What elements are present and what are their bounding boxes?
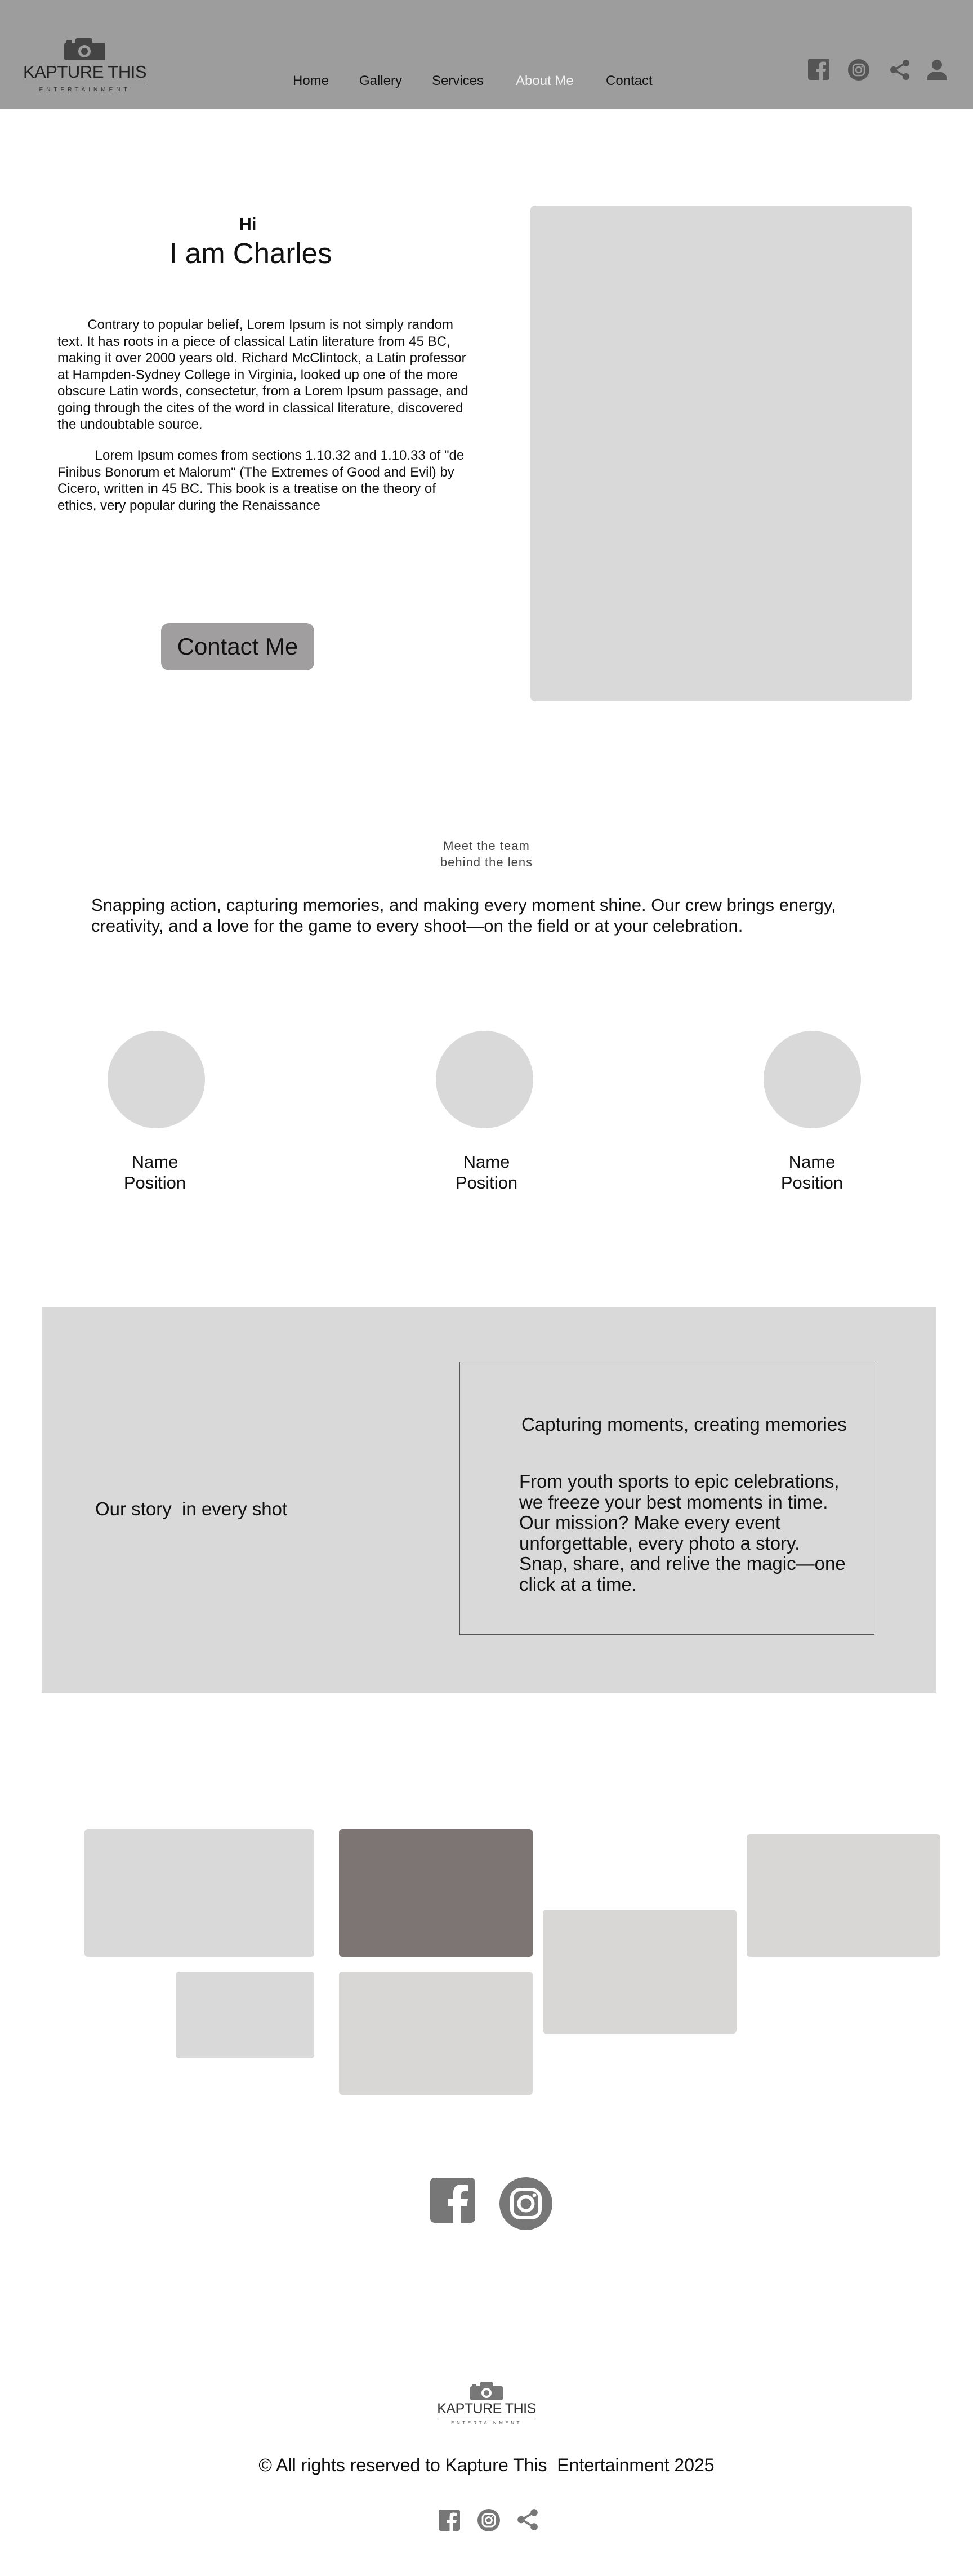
hero-name: I am Charles [169, 237, 332, 269]
team-eyebrow [394, 838, 579, 870]
instagram-icon[interactable] [847, 59, 870, 81]
gallery-tile[interactable] [543, 1910, 737, 2034]
gallery-tile[interactable] [339, 1829, 533, 1957]
logo-brand: KAPTURE THIS [23, 62, 147, 82]
gallery-tile[interactable] [339, 1972, 533, 2095]
member-name: Name [463, 1152, 510, 1172]
share-icon[interactable] [889, 59, 911, 81]
gallery-tile[interactable] [176, 1972, 314, 2058]
contact-me-button[interactable]: Contact Me [161, 623, 314, 670]
instagram-icon[interactable] [477, 2508, 501, 2532]
hero-paragraph-1: Contrary to popular belief, Lorem Ipsum is not simply random text. It has roots in a piece of classical Latin literature from 45 BC, making it over 2000 years old. Richard McClintock, a Latin professor at Hampden-Sydney College in Virginia, looked up one of the more obscure Latin words, consectetur, from a Lorem Ipsum passage, and going through the cites of the word in classical literature, discovered the undoubtable source. [57, 317, 472, 432]
hero-image-placeholder [530, 206, 912, 701]
team-description: Snapping action, capturing memories, and making every moment shine. Our crew brings energy, creativity, and a love for the game to every shoot—on the field or at your celebration. [91, 895, 836, 936]
instagram-icon[interactable] [499, 2177, 553, 2231]
user-icon[interactable] [926, 59, 948, 81]
nav-home[interactable]: Home [293, 73, 329, 88]
camera-icon [63, 37, 106, 61]
footer-logo-subtitle: ENTERTAINMENT [451, 2421, 522, 2426]
team-member-2 [419, 1151, 554, 1193]
nav-gallery[interactable]: Gallery [359, 73, 403, 88]
team-member-3 [744, 1151, 880, 1193]
facebook-icon[interactable] [439, 2510, 460, 2531]
avatar [436, 1031, 533, 1128]
team-eyebrow-line-2: behind the lens [440, 855, 533, 869]
footer-logo[interactable] [437, 2382, 536, 2427]
header-logo[interactable] [21, 37, 148, 94]
share-icon[interactable] [516, 2508, 539, 2531]
story-title: Our story in every shot [95, 1498, 288, 1519]
site-header [0, 0, 973, 109]
story-text: From youth sports to epic celebrations, we freeze your best moments in time. Our mission? Make every event unforgettable, every photo a story. Snap, share, and relive the magic—one click at a time. [519, 1471, 846, 1595]
hero-paragraph-2: Lorem Ipsum comes from sections 1.10.32 and 1.10.33 of "de Finibus Bonorum et Malorum" (The Extremes of Good and Evil) by Cicero, written in 45 BC. This book is a treatise on the theory of ethics, very popular during the Renaissance [57, 448, 468, 513]
hero-greeting: Hi [239, 214, 257, 234]
nav-about-me[interactable]: About Me [516, 73, 574, 88]
gallery-tile[interactable] [84, 1829, 314, 1957]
team-eyebrow-line-1: Meet the team [443, 839, 530, 853]
member-name: Name [131, 1152, 178, 1172]
logo-subtitle: ENTERTAINMENT [39, 87, 131, 93]
copyright-text: © All rights reserved to Kapture This Entertainment 2025 [258, 2455, 715, 2475]
team-member-1 [87, 1151, 222, 1193]
facebook-icon[interactable] [430, 2178, 475, 2223]
member-position: Position [455, 1173, 518, 1193]
nav-services[interactable]: Services [432, 73, 484, 88]
footer-logo-brand: KAPTURE THIS [437, 2401, 536, 2417]
facebook-icon[interactable] [808, 59, 829, 80]
member-position: Position [123, 1173, 186, 1193]
gallery-tile[interactable] [747, 1834, 940, 1957]
avatar [764, 1031, 861, 1128]
member-position: Position [780, 1173, 843, 1193]
camera-icon [470, 2382, 503, 2401]
story-heading: Capturing moments, creating memories [521, 1414, 847, 1435]
member-name: Name [788, 1152, 836, 1172]
avatar [108, 1031, 205, 1128]
nav-contact[interactable]: Contact [606, 73, 653, 88]
